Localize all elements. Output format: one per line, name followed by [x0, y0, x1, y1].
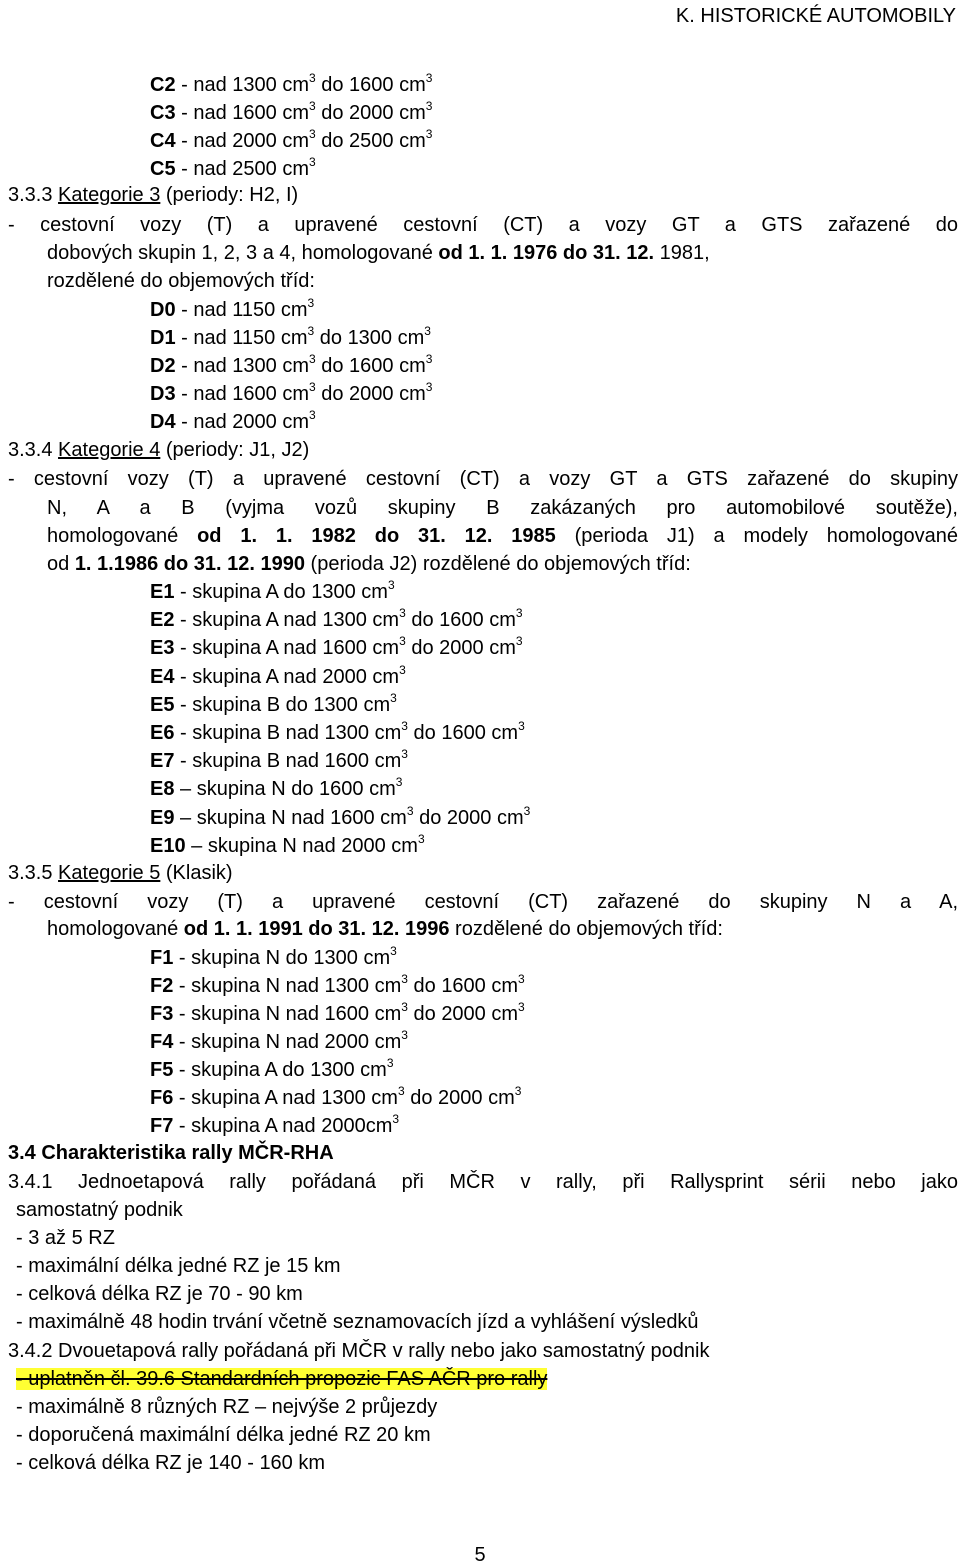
class-text: - skupina N nad 1300	[173, 975, 375, 997]
unit: cm	[489, 637, 516, 660]
k4-class-e3	[150, 636, 523, 660]
unit: cm	[372, 665, 400, 688]
category-3-line-3: rozdělené do objemových tříd:	[47, 270, 315, 292]
superscript: 3	[417, 831, 425, 846]
class-text: - skupina A nad 2000	[174, 665, 373, 688]
superscript: 3	[401, 1028, 408, 1042]
unit: cm	[371, 1087, 398, 1109]
k3-class-d3	[150, 382, 432, 406]
k5-class-f2	[150, 974, 525, 998]
category-4-line-1: - cestovní vozy (T) a upravené cestovní (CT) a vozy GT a GTS zařazené do skupiny	[8, 468, 958, 490]
unit: cm	[282, 158, 309, 180]
class-code: C4	[150, 130, 176, 152]
k4-class-e7	[150, 749, 408, 773]
class-text: - skupina B nad 1600	[174, 750, 375, 773]
unit: cm	[363, 693, 391, 716]
unit: cm	[365, 1115, 393, 1137]
unit: cm	[489, 609, 516, 632]
class-code: E9	[150, 806, 175, 829]
k2-class-c3	[150, 101, 432, 125]
superscript: 3	[401, 1000, 408, 1014]
k5-class-f1	[150, 946, 397, 970]
class-code: F6	[150, 1087, 174, 1109]
class-text-mid: do 2000	[404, 1087, 489, 1109]
unit: cm	[282, 411, 309, 433]
unit: cm	[372, 637, 400, 660]
unit: cm	[374, 975, 402, 997]
class-text-mid: do 2000	[407, 1003, 492, 1025]
superscript: 3	[307, 324, 315, 338]
unit: cm	[491, 975, 519, 997]
class-code: F4	[150, 1031, 174, 1053]
class-code: F3	[150, 1003, 174, 1025]
superscript: 3	[399, 662, 406, 677]
k3-class-d4	[150, 410, 316, 434]
class-text: - skupina A nad 1600	[174, 637, 373, 660]
superscript: 3	[309, 408, 316, 422]
class-text-mid: do 1600	[315, 355, 400, 377]
section-3-4-1-item: - celková délka RZ je 70 - 90 km	[16, 1283, 303, 1305]
class-code: E6	[150, 722, 175, 744]
class-code: D2	[150, 355, 176, 377]
superscript: 3	[515, 606, 523, 621]
superscript: 3	[401, 747, 408, 762]
category-4-heading: 3.3.4 Kategorie 4 (periody: J1, J2)	[8, 439, 310, 461]
class-code: E4	[150, 665, 175, 688]
unit: cm	[374, 722, 402, 744]
class-text-mid: do 1600	[407, 722, 492, 744]
superscript: 3	[514, 1084, 522, 1098]
class-text-mid: do 2000	[315, 102, 400, 124]
section-3-4-2-item: - doporučená maximální délka jedné RZ 20 km	[16, 1424, 431, 1446]
class-text-mid: do 1600	[407, 975, 492, 997]
unit: cm	[399, 130, 426, 152]
superscript: 3	[386, 1056, 394, 1070]
superscript: 3	[399, 634, 406, 649]
class-code: C2	[150, 74, 176, 96]
unit: cm	[280, 327, 308, 349]
section-3-4-heading: 3.4 Charakteristika rally MČR-RHA	[8, 1142, 334, 1164]
unit: cm	[282, 383, 309, 405]
class-text-mid: do 2000	[413, 806, 497, 829]
category-5-line-1: - cestovní vozy (T) a upravené cestovní (CT) zařazené do skupiny N a A,	[8, 891, 958, 913]
k4-class-e9	[150, 803, 531, 830]
category-4-line-2: N, A a B (vyjma vozů skupiny B zakázaných pro automobilové soutěže),	[47, 497, 958, 519]
class-code: F1	[150, 947, 174, 969]
k4-class-e10	[150, 831, 425, 858]
class-text-mid: do 2000	[315, 383, 400, 405]
class-text: - skupina A nad 1300	[174, 609, 373, 632]
superscript: 3	[424, 324, 431, 338]
section-3-4-2-item: - celková délka RZ je 140 - 160 km	[16, 1452, 326, 1474]
superscript: 3	[387, 578, 395, 592]
class-code: F5	[150, 1059, 174, 1081]
class-code: E3	[150, 637, 175, 660]
superscript: 3	[518, 719, 525, 733]
class-text: - nad 2000	[175, 130, 283, 152]
class-text: - nad 1150	[175, 299, 281, 321]
section-3-4-2-struck-item: - uplatněn čl. 39.6 Standardních propozic FAS AČR pro rally	[16, 1368, 548, 1390]
k2-class-c4	[150, 129, 432, 153]
superscript: 3	[425, 99, 433, 113]
k5-class-f3	[150, 1002, 525, 1026]
unit: cm	[380, 806, 407, 829]
section-3-4-1-item: - maximálně 48 hodin trvání včetně seznamovacích jízd a vyhlášení výsledků	[16, 1311, 699, 1333]
class-text: - nad 2000	[175, 411, 283, 433]
k3-class-d1	[150, 326, 431, 350]
superscript: 3	[392, 1112, 400, 1126]
class-code: E10	[150, 834, 186, 857]
category-3-line-1: - cestovní vozy (T) a upravené cestovní (CT) a vozy GT a GTS zařazené do	[8, 214, 958, 236]
k4-class-e5	[150, 690, 397, 717]
unit: cm	[360, 1059, 387, 1081]
class-text: - skupina A nad 2000	[173, 1115, 366, 1137]
k2-class-c5	[150, 157, 316, 181]
k4-class-e1	[150, 580, 395, 604]
unit: cm	[399, 74, 426, 96]
class-text: - skupina A do 1300	[173, 1059, 361, 1081]
unit: cm	[372, 609, 400, 632]
k5-class-f5	[150, 1058, 394, 1082]
class-code: E2	[150, 609, 175, 632]
superscript: 3	[425, 380, 433, 394]
k5-class-f4	[150, 1030, 408, 1054]
class-text: - skupina N do 1300	[173, 947, 364, 969]
class-text: - skupina A nad 1300	[173, 1087, 372, 1109]
class-code: F2	[150, 975, 174, 997]
class-text: - nad 2500	[175, 158, 283, 180]
class-code: D1	[150, 327, 176, 349]
superscript: 3	[309, 127, 316, 141]
class-code: F7	[150, 1115, 174, 1137]
class-text: - nad 1300	[175, 74, 283, 96]
unit: cm	[282, 355, 309, 377]
unit: cm	[496, 806, 524, 829]
section-3-4-1-line-1: 3.4.1 Jednoetapová rally pořádaná při MČR v rally, při Rallysprint sérii nebo jako	[8, 1171, 958, 1193]
superscript: 3	[309, 99, 316, 113]
superscript: 3	[401, 719, 408, 733]
class-code: E8	[150, 778, 175, 801]
superscript: 3	[523, 803, 531, 818]
unit: cm	[282, 102, 309, 124]
k2-class-c2	[150, 73, 432, 97]
category-3-heading: 3.3.3 Kategorie 3 (periody: H2, I)	[8, 184, 299, 206]
superscript: 3	[425, 352, 433, 366]
class-code: D0	[150, 299, 176, 321]
class-text: - skupina B nad 1300	[174, 722, 375, 744]
superscript: 3	[309, 352, 316, 366]
unit: cm	[282, 74, 309, 96]
k4-class-e2	[150, 608, 523, 632]
k5-class-f7	[150, 1114, 399, 1138]
class-text-mid: do 1600	[405, 609, 490, 632]
superscript: 3	[309, 155, 316, 169]
k4-class-e8	[150, 777, 402, 801]
unit: cm	[488, 1087, 515, 1109]
class-text: - nad 1300	[175, 355, 283, 377]
unit: cm	[391, 834, 418, 857]
class-text: – skupina N do 1600	[174, 778, 370, 801]
superscript: 3	[406, 803, 414, 818]
superscript: 3	[401, 972, 408, 986]
class-text: – skupina N nad 1600	[174, 806, 381, 829]
unit: cm	[399, 383, 426, 405]
unit: cm	[374, 750, 402, 773]
unit: cm	[369, 778, 396, 801]
superscript: 3	[390, 690, 397, 705]
unit: cm	[282, 130, 309, 152]
page-header: K. HISTORICKÉ AUTOMOBILY	[675, 5, 956, 27]
unit: cm	[361, 581, 388, 603]
class-text-mid: do 1300	[314, 327, 398, 349]
unit: cm	[399, 102, 426, 124]
class-text-mid: do 1600	[315, 74, 400, 96]
superscript: 3	[395, 775, 403, 790]
class-text: – skupina N nad 2000	[185, 834, 392, 857]
class-code: C3	[150, 102, 176, 124]
k5-class-f6	[150, 1086, 521, 1110]
k3-class-d2	[150, 354, 432, 378]
class-text: - skupina B do 1300	[174, 693, 364, 716]
unit: cm	[399, 355, 426, 377]
unit: cm	[363, 947, 391, 969]
class-code: E7	[150, 750, 175, 773]
class-text-mid: do 2500	[315, 130, 400, 152]
k4-class-e6	[150, 721, 525, 745]
class-text: - nad 1600	[175, 102, 283, 124]
k3-class-d0	[150, 298, 314, 322]
class-code: D4	[150, 411, 176, 433]
category-4-line-3: homologované od 1. 1. 1982 do 31. 12. 1985 (perioda J1) a modely homologované	[47, 525, 958, 547]
superscript: 3	[515, 634, 523, 649]
unit: cm	[397, 327, 425, 349]
unit: cm	[280, 299, 308, 321]
category-4-line-4: od 1. 1.1986 do 31. 12. 1990 (perioda J2) rozdělené do objemových tříd:	[47, 553, 691, 575]
superscript: 3	[425, 71, 433, 85]
class-code: E1	[150, 581, 175, 603]
section-3-4-1-line-2: samostatný podnik	[16, 1199, 183, 1221]
unit: cm	[491, 722, 519, 744]
class-text: - nad 1600	[175, 383, 283, 405]
superscript: 3	[399, 606, 406, 621]
class-text: - nad 1150	[175, 327, 281, 349]
superscript: 3	[307, 296, 315, 310]
class-code: D3	[150, 383, 176, 405]
class-code: E5	[150, 693, 175, 716]
superscript: 3	[309, 380, 316, 394]
category-5-line-2: homologované od 1. 1. 1991 do 31. 12. 1996 rozdělené do objemových tříd:	[47, 918, 723, 940]
superscript: 3	[397, 1084, 405, 1098]
class-text-mid: do 2000	[405, 637, 490, 660]
superscript: 3	[390, 944, 397, 958]
superscript: 3	[309, 71, 316, 85]
k4-class-e4	[150, 662, 406, 689]
class-text: - skupina A do 1300	[174, 581, 362, 603]
unit: cm	[374, 1031, 402, 1053]
superscript: 3	[518, 1000, 525, 1014]
category-3-line-2: dobových skupin 1, 2, 3 a 4, homologované od 1. 1. 1976 do 31. 12. 1981,	[47, 242, 710, 264]
section-3-4-2-item: - maximálně 8 různých RZ – nejvýše 2 průjezdy	[16, 1396, 438, 1418]
unit: cm	[374, 1003, 402, 1025]
class-text: - skupina N nad 1600	[173, 1003, 375, 1025]
page-number: 5	[474, 1544, 486, 1566]
class-code: C5	[150, 158, 176, 180]
superscript: 3	[518, 972, 525, 986]
category-5-heading: 3.3.5 Kategorie 5 (Klasik)	[8, 862, 233, 884]
superscript: 3	[425, 127, 433, 141]
class-text: - skupina N nad 2000	[173, 1031, 375, 1053]
unit: cm	[491, 1003, 519, 1025]
section-3-4-1-item: - maximální délka jedné RZ je 15 km	[16, 1255, 341, 1277]
section-3-4-1-item: - 3 až 5 RZ	[16, 1227, 115, 1249]
section-3-4-2-line-1: 3.4.2 Dvouetapová rally pořádaná při MČR v rally nebo jako samostatný podnik	[8, 1340, 710, 1362]
